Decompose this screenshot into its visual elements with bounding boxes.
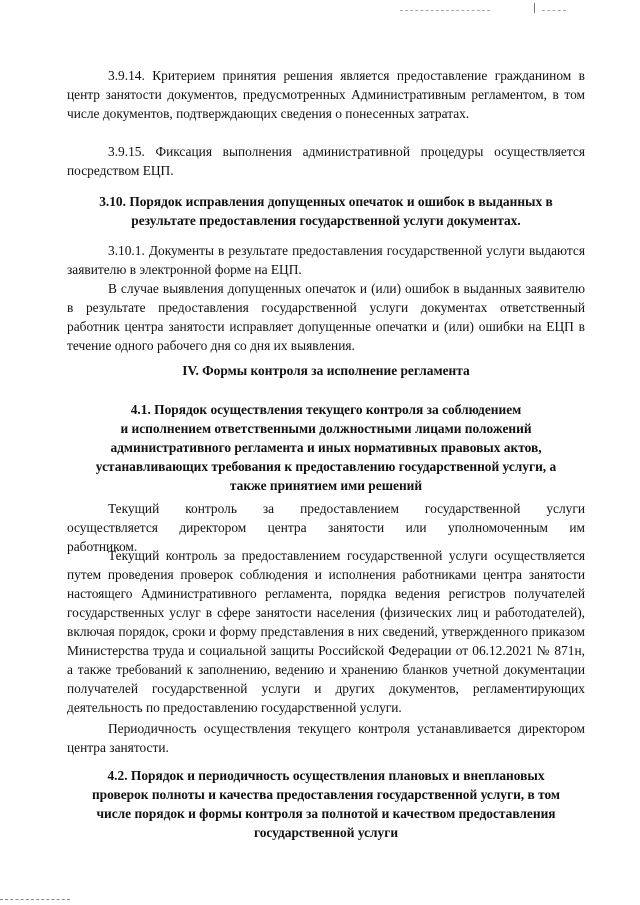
heading-line: 4.1. Порядок осуществления текущего контроля за соблюдением [130, 402, 522, 417]
heading-line: 3.10. Порядок исправления допущенных опечаток и ошибок в выданных в [99, 194, 553, 209]
heading-line: IV. Формы контроля за исполнение регламента [182, 363, 470, 378]
paragraph-4-1-2 [67, 546, 585, 717]
heading-line: 4.2. Порядок и периодичность осуществления плановых и внеплановых [107, 768, 545, 783]
scan-artifact-bottom [0, 899, 70, 900]
scan-artifact-top [400, 10, 490, 11]
paragraph-3-10-2 [67, 279, 585, 355]
paragraph-3-10-1 [67, 241, 585, 279]
heading-section-iv [67, 361, 585, 380]
heading-4-1 [55, 400, 597, 495]
paragraph-text: Текущий контроль за предоставлением государственной услуги осуществляется путем проведения проверок соблюдения и исполнения работниками центра занятости настоящего Административного регламента, порядка ведения регистров получателей государственных услуг в сфере занятости населения (физических лиц и работодателей), включая порядок, сроки и форму представления в них сведений, утвержденного приказом Министерства труда и социальной защиты Российской Федерации от 06.12.2021 № 871н, а также требований к заполнению, ведению и хранению бланков учетной документации получателей государственной услуги и других документов, регламентирующих деятельность по предоставлению государственной услуги. [67, 548, 585, 715]
heading-line: государственной услуги [253, 825, 399, 840]
heading-line: и исполнением ответственными должностными лицами положений [120, 421, 532, 436]
heading-line: результате предоставления государственной услуги документах. [131, 213, 521, 228]
paragraph-text: В случае выявления допущенных опечаток и (или) ошибок в выданных заявителю в результате предоставления государственной услуги документах ответственный работник центра занятости исправляет допущенные опечатки и (или) ошибки на ЕЦП в течение одного рабочего дня со дня их выявления. [67, 281, 585, 353]
heading-4-2 [55, 766, 597, 842]
heading-line: числе порядок и формы контроля за полнотой и качеством предоставления [96, 806, 556, 821]
paragraph-text: Периодичность осуществления текущего контроля устанавливается директором центра занятости. [67, 721, 585, 755]
paragraph-3-9-15 [67, 142, 585, 180]
paragraph-text: Текущий контроль за предоставлением государственной услуги осуществляется директором центра занятости или уполномоченным им работником. [67, 501, 585, 554]
paragraph-text: 3.9.15. Фиксация выполнения административной процедуры осуществляется посредством ЕЦП. [67, 144, 585, 178]
heading-line: проверок полноты и качества предоставления государственной услуги, в том [91, 787, 561, 802]
paragraph-3-9-14 [67, 66, 585, 123]
paragraph-4-1-3 [67, 719, 585, 757]
paragraph-text: 3.10.1. Документы в результате предоставления государственной услуги выдаются заявителю в электронной форме на ЕЦП. [67, 243, 585, 277]
heading-3-10 [60, 192, 592, 230]
scan-artifact-top-right [542, 10, 566, 11]
heading-line: также принятием ими решений [229, 478, 423, 493]
paragraph-text: 3.9.14. Критерием принятия решения является предоставление гражданином в центр занятости документов, предусмотренных Административным регламентом, в том числе документов, подтверждающих сведения о понесенных затратах. [67, 68, 585, 121]
heading-line: устанавливающих требования к предоставлению государственной услуги, а [95, 459, 557, 474]
heading-line: административного регламента и иных нормативных правовых актов, [110, 440, 542, 455]
scan-artifact-tick [534, 3, 535, 13]
